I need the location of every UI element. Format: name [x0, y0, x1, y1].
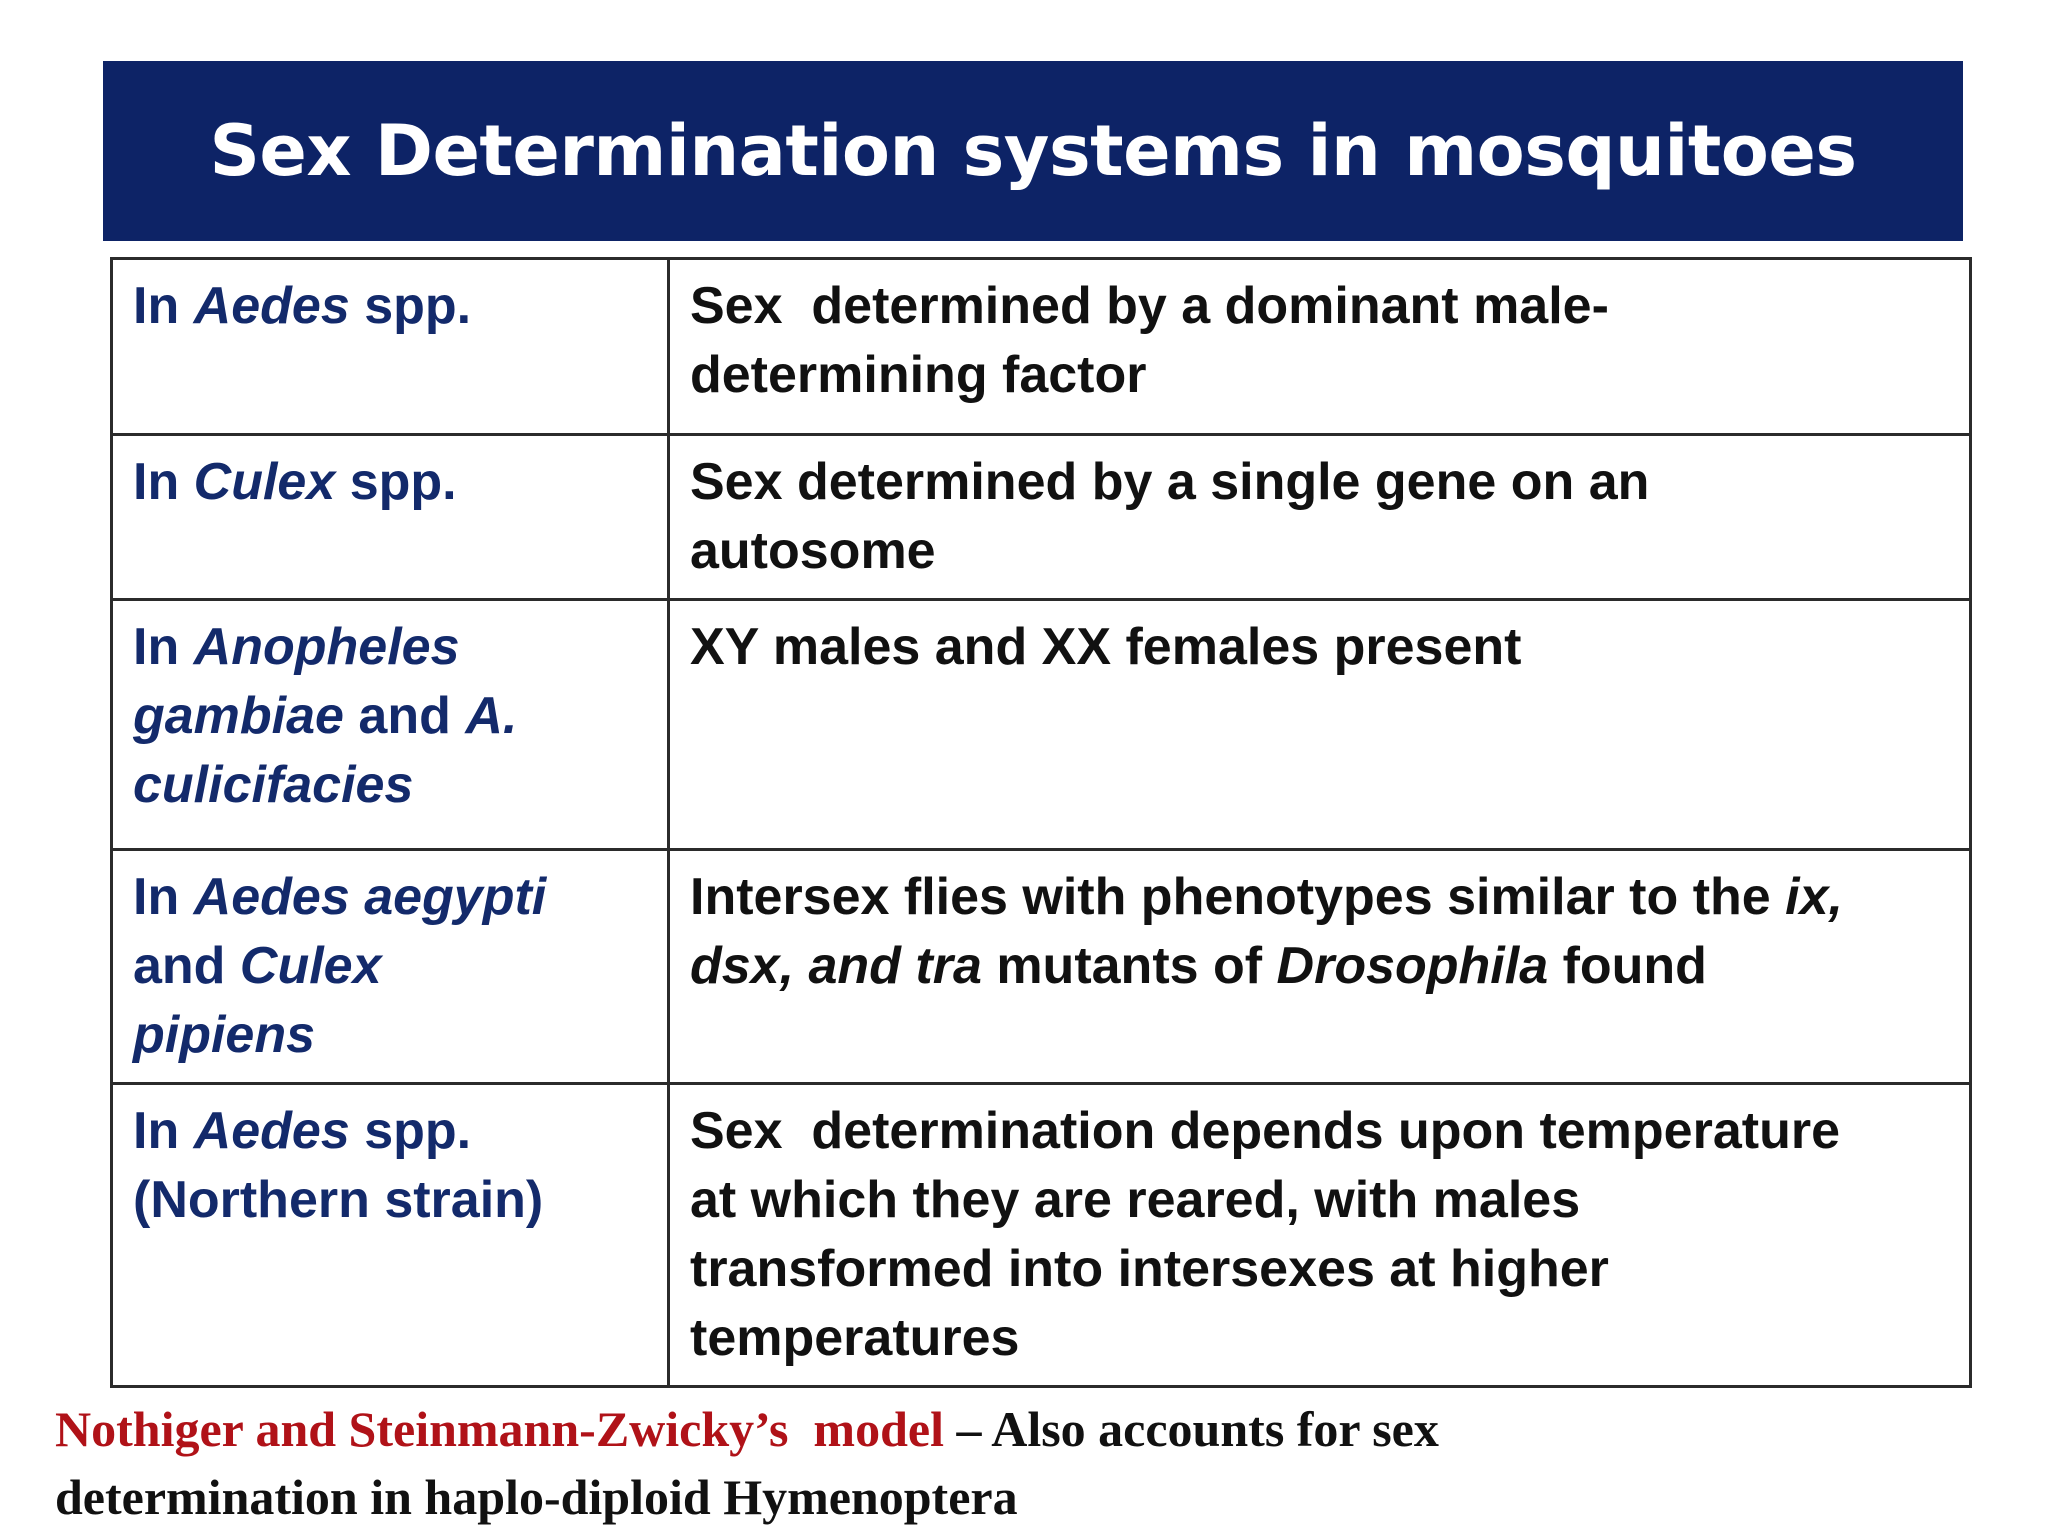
species-cell: [112, 600, 669, 850]
footnote-text-line1: – Also accounts for sex: [943, 1401, 1439, 1457]
table-body: [112, 259, 1971, 1387]
species-cell-text: In: [133, 277, 194, 335]
footnote: [55, 1395, 1995, 1531]
table-row: [112, 1084, 1971, 1387]
description-cell: [669, 435, 1971, 600]
species-cell-text: gambiae: [133, 687, 344, 745]
species-cell-text: Culex: [193, 453, 336, 511]
species-cell-text: A.: [465, 687, 518, 745]
description-cell-text: transformed into intersexes at higher: [690, 1240, 1609, 1298]
table-row: [112, 435, 1971, 600]
species-cell-text: (Northern strain): [133, 1171, 544, 1229]
species-cell-text: Culex: [239, 937, 382, 995]
species-cell-text: In: [133, 618, 194, 676]
slide-title: Sex Determination systems in mosquitoes: [209, 110, 1857, 192]
description-cell-text: Sex determination depends upon temperature: [690, 1102, 1840, 1160]
species-cell-text: spp.: [349, 277, 472, 335]
species-cell: [112, 1084, 669, 1387]
description-cell-text: Intersex flies with phenotypes similar to the: [690, 868, 1786, 926]
description-cell-text: determining factor: [690, 346, 1147, 404]
species-cell-text: pipiens: [133, 1006, 316, 1064]
description-cell: [669, 850, 1971, 1084]
description-cell-text: dsx, and tra: [690, 937, 982, 995]
description-cell-text: at which they are reared, with males: [690, 1171, 1581, 1229]
species-cell-text: In: [133, 1102, 194, 1160]
description-cell-text: Sex determined by a single gene on an: [690, 453, 1650, 511]
species-cell-text: spp.: [349, 1102, 472, 1160]
table-row: [112, 850, 1971, 1084]
species-cell-text: In: [133, 868, 194, 926]
table-row: [112, 600, 1971, 850]
table-row: [112, 259, 1971, 435]
description-cell-text: found: [1548, 937, 1707, 995]
description-cell: [669, 1084, 1971, 1387]
model-name: Nothiger and Steinmann-Zwicky’s model: [55, 1401, 944, 1457]
description-cell-text: Drosophila: [1276, 937, 1549, 995]
species-cell-text: and: [133, 937, 240, 995]
species-cell-text: culicifacies: [133, 756, 414, 814]
description-cell-text: autosome: [690, 522, 936, 580]
description-cell-text: temperatures: [690, 1309, 1020, 1367]
species-cell-text: and: [343, 687, 466, 745]
species-cell-text: Aedes aegypti: [193, 868, 547, 926]
species-cell-text: Anopheles: [193, 618, 460, 676]
species-cell-text: Aedes: [193, 277, 350, 335]
description-cell: [669, 600, 1971, 850]
species-cell: [112, 850, 669, 1084]
sex-determination-table: [110, 257, 1972, 1388]
species-cell-text: Aedes: [193, 1102, 350, 1160]
description-cell-text: XY males and XX females present: [690, 618, 1522, 676]
species-cell-text: spp.: [335, 453, 457, 511]
species-cell: [112, 259, 669, 435]
species-cell: [112, 435, 669, 600]
description-cell-text: Sex determined by a dominant male-: [690, 277, 1609, 335]
title-banner: [103, 61, 1963, 241]
description-cell-text: mutants of: [981, 937, 1277, 995]
species-cell-text: In: [133, 453, 194, 511]
description-cell-text: ix,: [1785, 868, 1843, 926]
description-cell: [669, 259, 1971, 435]
footnote-text-line2: determination in haplo-diploid Hymenoptera: [55, 1469, 1018, 1525]
